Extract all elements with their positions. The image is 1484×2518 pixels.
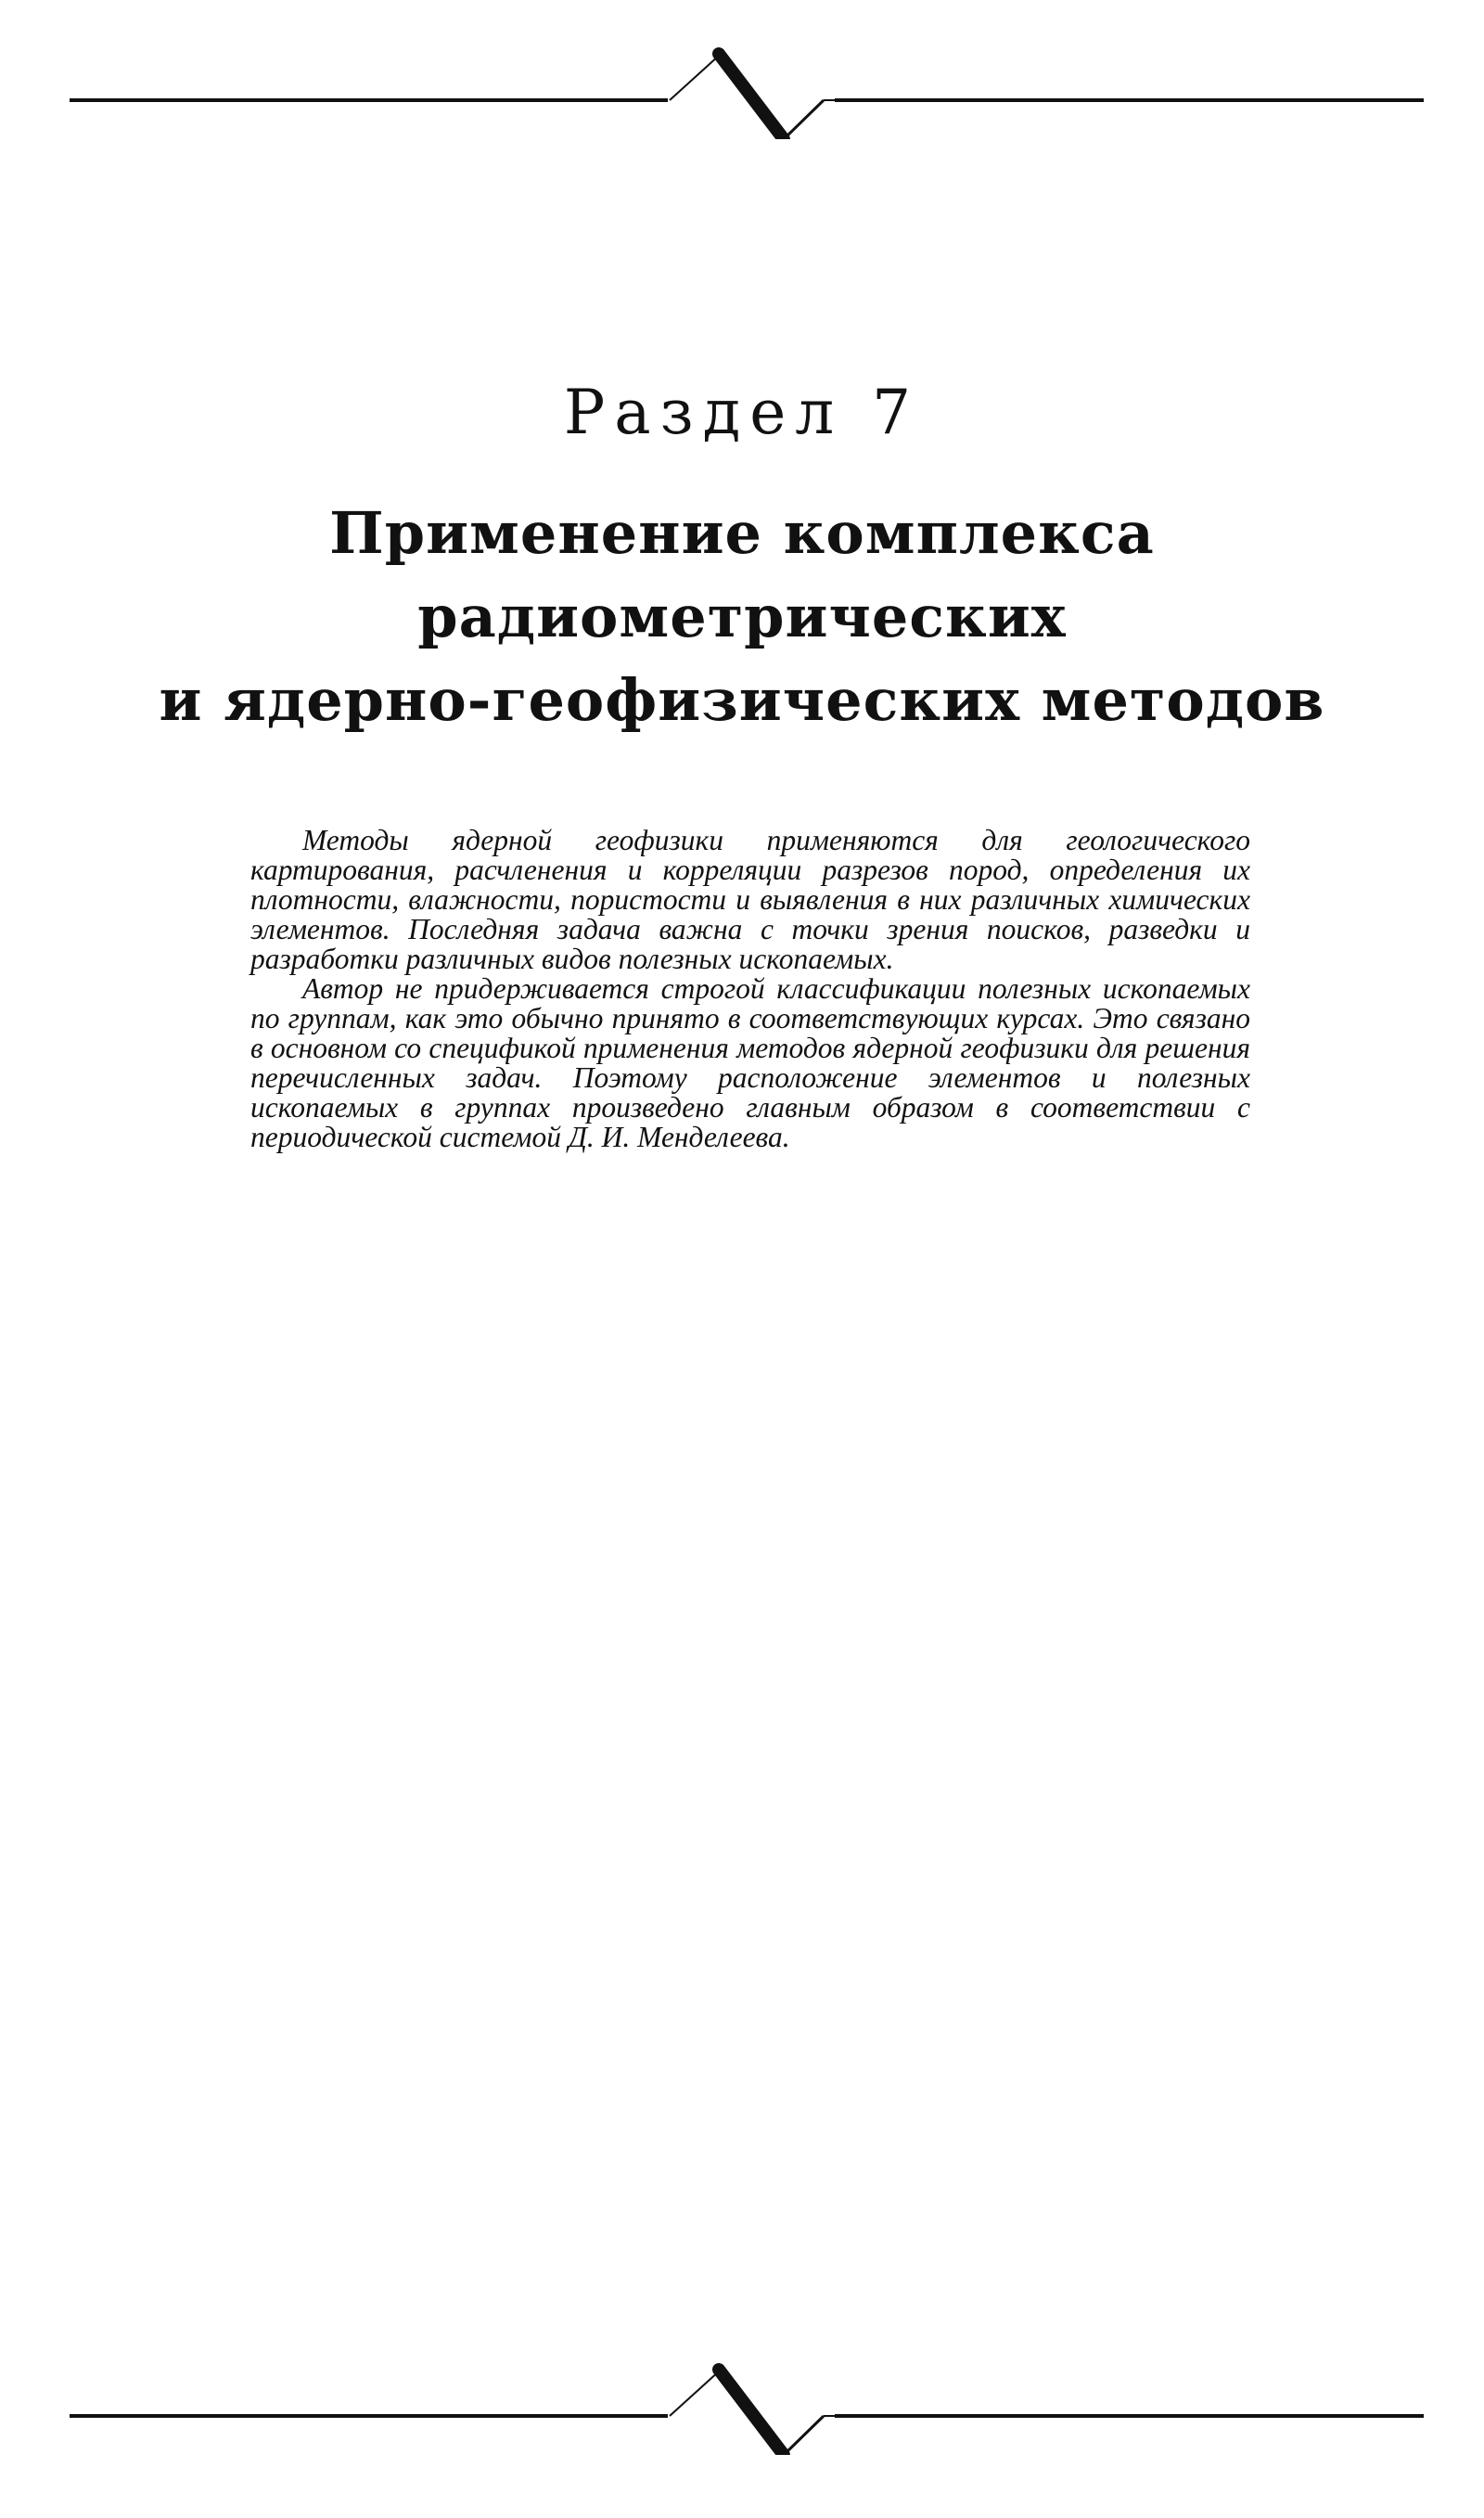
top-chevron-right-stroke bbox=[784, 100, 824, 139]
section-number: Раздел 7 bbox=[563, 377, 921, 448]
section-title-line-3: и ядерно-геофизических методов bbox=[159, 666, 1325, 734]
section-abstract bbox=[250, 826, 1250, 1152]
bottom-chevron-left-stroke bbox=[670, 2371, 719, 2416]
abstract-paragraph-1: Методы ядерной геофизики применяются для геологического картирования, расчленения и корреляции разрезов пород, определения их плотности, влажности, пористости и выявления в них различных химических элементов. Последняя задача важна с точки зрения поисков, разведки и разработки различных видов полезных ископаемых. bbox=[250, 824, 1250, 975]
top-ornament-rule bbox=[0, 46, 1484, 139]
section-title-line-1: Применение комплекса bbox=[329, 499, 1155, 567]
abstract-paragraph-2: Автор не придерживается строгой классификации полезных ископаемых по группам, как это обычно принято в соответствующих курсах. Это связано в основном со спецификой применения методов ядерной геофизики для решения перечисленных задач. Поэтому расположение элементов и полезных ископаемых в группах произведено главным образом в соответствии с периодической системой Д. И. Менделеева. bbox=[250, 972, 1250, 1153]
bottom-chevron-heavy bbox=[719, 2370, 784, 2455]
section-title-line-2: радиометрических bbox=[417, 583, 1067, 650]
section-title bbox=[93, 492, 1391, 742]
bottom-chevron-right-stroke bbox=[784, 2416, 824, 2455]
bottom-ornament-rule bbox=[0, 2362, 1484, 2455]
top-chevron-heavy bbox=[719, 54, 784, 139]
top-chevron-left-stroke bbox=[670, 56, 719, 100]
